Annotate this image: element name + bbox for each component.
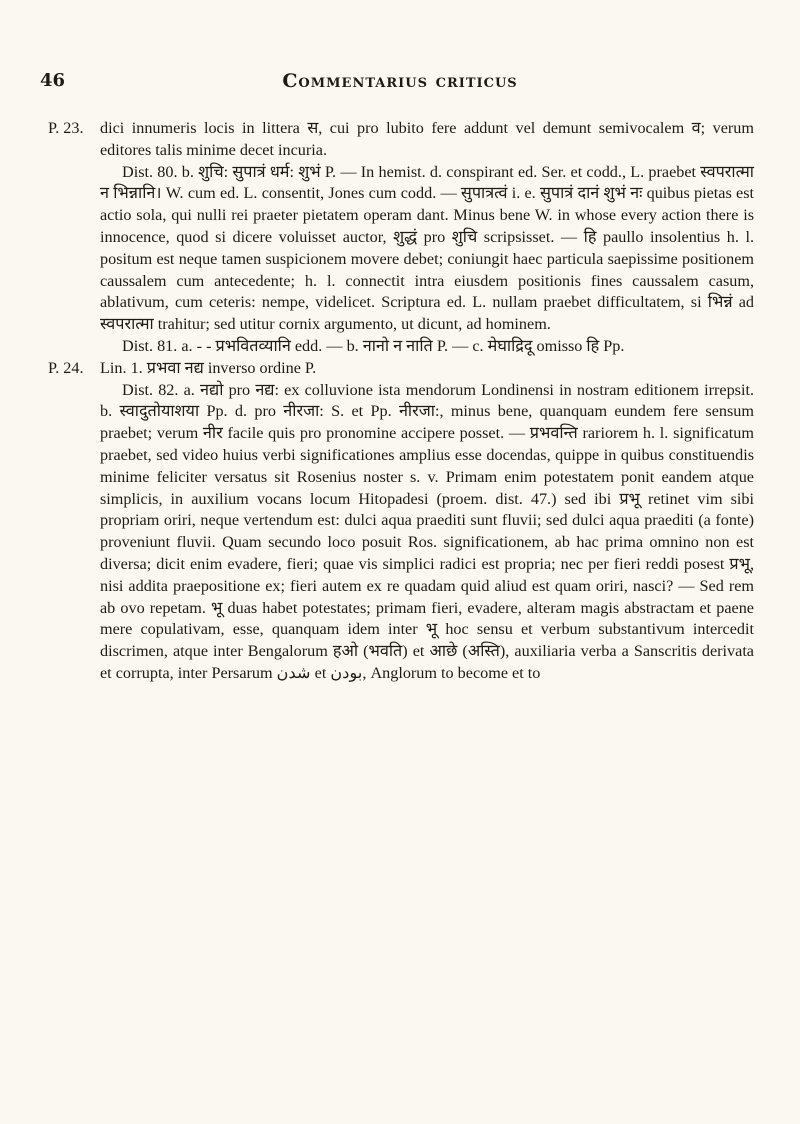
section-p24 — [48, 358, 754, 685]
section-p23 — [48, 118, 754, 358]
page-header — [40, 70, 760, 100]
page-number: 46 — [40, 70, 66, 91]
paragraph: Dist. 80. b. शुचि: सुपात्रं धर्म: शुभं P. — In hemist. d. conspirant ed. Ser. et codd., L. praebet स्वपरात्मा न भिन्नानि। W. cum ed. L. consentit, Jones cum codd. — सुपात्रत्वं i. e. सुपात्रं दानं शुभं नः quibus pietas est actio sola, qui nulli rei praeter pietatem operam dant. Minus bene W. in whose every action there is innocence, quod si dicere voluisset auctor, शुद्धं pro शुचि scripsisset. — हि paullo insolentius h. l. positum est neque tamen suspicionem movere debet; coniungit haec particula saepissime positionem caussalem cum antecedente; h. l. connectit intra eiusdem positionis fines caussalem casum, ablativum, cum ceteris: nempe, videlicet. Scriptura ed. L. nullam praebet difficultatem, si भिन्नं ad स्वपरात्मा trahitur; sed utitur cornix argumento, ut dicunt, ad hominem. — [100, 162, 754, 334]
paragraph: dici innumeris locis in littera स, cui pro lubito fere addunt vel demunt semivocalem व; verum editores talis minime decet incuria. — [100, 119, 754, 159]
paragraph: Lin. 1. प्रभवा नद्य inverso ordine P. — [100, 358, 317, 377]
page-reference: P. 23. — [48, 119, 84, 137]
running-head: Commentarius criticus — [282, 70, 518, 92]
commentary-body — [48, 118, 754, 685]
paragraph: Dist. 81. a. - - प्रभवितव्यानि edd. — b. नानो न नाति P. — c. मेघाद्रिदू omisso हि Pp. — [122, 336, 625, 355]
page-reference: P. 24. — [48, 358, 84, 377]
paragraph: Dist. 82. a. नद्यो pro नद्य: ex colluvione ista mendorum Londinensi in nostram editionem irrepsit. b. स्वादुतोयाशया Pp. d. pro नीरजा: S. et Pp. नीरजा:, minus bene, quanquam eundem fere sensum praebet; verum नीर facile quis pro pronomine accipere posset. — प्रभवन्ति rariorem h. l. significatum praebet, sed video huius verbi significationes amplius esse docendas, quippe in quibus constituendis minime feliciter versatus sit Rosenius noster s. v. Primam enim potestatem ponit eandem atque simplicis, in auxilium vocans locum Hitopadesi (proem. dist. 47.) sed ibi प्रभू retinet vim sibi propriam oriri, neque vertendum est: dulci aqua praediti sunt fluvii; sed dulci aqua praediti (a fonte) proveniunt fluvii. Quam secundo loco posuit Ros. significationem, ab hac prima omnino non est diversa; dicit enim evadere, fieri; quae vis simplici radici est propria; nec per fieri reddi posest प्रभू, nisi addita praepositione ex; fieri autem ex re quadam quid aliud est quam oriri, nasci? — Sed rem ab ovo repetam. भू duas habet potestates; primam fieri, evadere, alteram magis abstractam et paene mere copulativam, esse, quanquam idem inter भू hoc sensu et verbum substantivum intercedit discrimen, atque inter Bengalorum हओ (भवति) et आछे (अस्ति), auxiliaria verba a Sanscritis derivata et corrupta, inter Persarum شدن et بودن, Anglorum to become et to — [100, 380, 754, 682]
